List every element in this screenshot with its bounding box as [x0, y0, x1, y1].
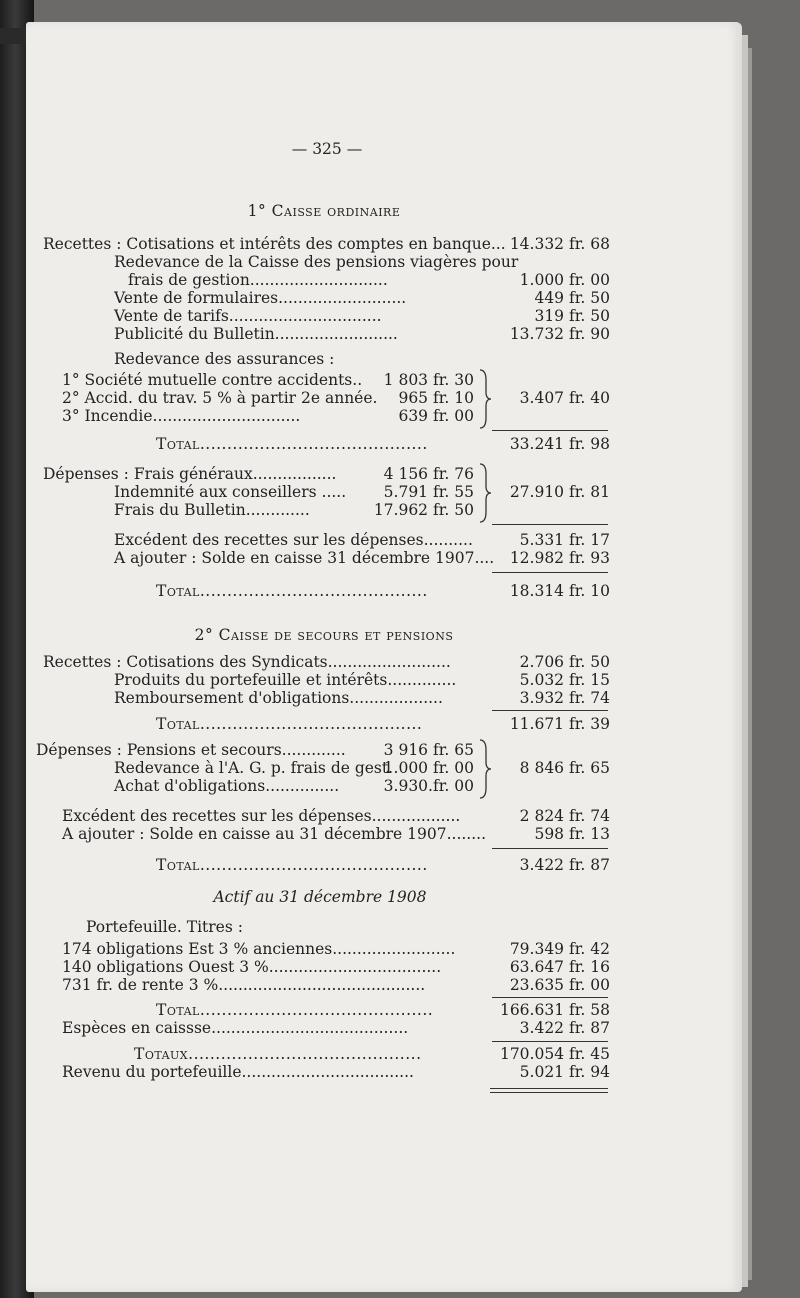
rule	[492, 572, 608, 573]
s1-dep-value: 17.962 fr. 50	[373, 501, 474, 519]
s3-especes-label: Espèces en caissse........................................	[62, 1019, 409, 1037]
s2-total-label: Total.........................................	[156, 715, 423, 733]
s1-row-value: 1.000 fr. 00	[519, 271, 610, 289]
s3-total-label: Total...........................................	[156, 1001, 434, 1019]
s1-total-label: Total..........................................	[156, 435, 428, 453]
s3-especes-value: 3.422 fr. 87	[519, 1019, 610, 1037]
s1-total2-label: Total..........................................	[156, 582, 428, 600]
section-3-title: Actif au 31 décembre 1908	[213, 888, 427, 906]
s1-assur-heading: Redevance des assurances :	[114, 350, 335, 368]
s1-exc-label: A ajouter : Solde en caisse 31 décembre 1907....	[114, 549, 495, 567]
s1-exc-value: 12.982 fr. 93	[509, 549, 610, 567]
section-1-title: 1° Caisse ordinaire	[247, 202, 401, 220]
s2-exc-label: Excédent des recettes sur les dépenses..................	[62, 807, 461, 825]
s3-total-value: 166.631 fr. 58	[499, 1001, 610, 1019]
s3-revenu-value: 5.021 fr. 94	[519, 1063, 610, 1081]
page-edge-shadow	[748, 48, 752, 1280]
s1-total2-value: 18.314 fr. 10	[509, 582, 610, 600]
s1-assur-value: 639 fr. 00	[398, 407, 474, 425]
s2-row-value: 3.932 fr. 74	[519, 689, 610, 707]
s2-dep-value: 3 916 fr. 65	[383, 741, 474, 759]
s3-row-value: 79.349 fr. 42	[509, 940, 610, 958]
rule	[490, 1092, 608, 1093]
s2-dep-total: 8 846 fr. 65	[519, 759, 610, 777]
rule	[492, 430, 608, 431]
s2-dep-value: 1.000 fr. 00	[383, 759, 474, 777]
s1-assur-total: 3.407 fr. 40	[519, 389, 610, 407]
s1-dep-label: Dépenses : Frais généraux.................	[43, 465, 337, 483]
s1-row-label: Redevance de la Caisse des pensions viagères pour	[114, 253, 519, 271]
s2-dep-label: Dépenses : Pensions et secours.............	[36, 741, 346, 759]
s1-dep-total: 27.910 fr. 81	[509, 483, 610, 501]
s3-heading: Portefeuille. Titres :	[86, 918, 243, 936]
brace-right	[478, 738, 492, 800]
s3-row-label: 140 obligations Ouest 3 %...................................	[62, 958, 442, 976]
s1-assur-label: 3° Incendie..............................	[62, 407, 301, 425]
s3-revenu-label: Revenu du portefeuille...................................	[62, 1063, 414, 1081]
s1-row-value: 449 fr. 50	[534, 289, 610, 307]
s2-total2-label: Total..........................................	[156, 856, 428, 874]
rule	[490, 1088, 608, 1089]
s2-total-value: 11.671 fr. 39	[509, 715, 610, 733]
s2-row-label: Recettes : Cotisations des Syndicats.........................	[43, 653, 451, 671]
s1-row-label: frais de gestion............................	[128, 271, 388, 289]
s1-row-value: 13.732 fr. 90	[509, 325, 610, 343]
rule	[492, 997, 608, 998]
s3-row-value: 23.635 fr. 00	[509, 976, 610, 994]
s1-assur-value: 1 803 fr. 30	[383, 371, 474, 389]
s1-exc-label: Excédent des recettes sur les dépenses..........	[114, 531, 473, 549]
s1-row-value: 14.332 fr. 68	[509, 235, 610, 253]
s1-dep-label: Frais du Bulletin.............	[114, 501, 310, 519]
s2-dep-value: 3.930.fr. 00	[383, 777, 474, 795]
s1-row-label: Recettes : Cotisations et intérêts des comptes en banque...	[43, 235, 506, 253]
page-number: — 325 —	[291, 140, 363, 158]
s3-row-label: 174 obligations Est 3 % anciennes.........................	[62, 940, 456, 958]
s1-row-label: Publicité du Bulletin.........................	[114, 325, 398, 343]
rule	[492, 524, 608, 525]
s2-row-value: 2.706 fr. 50	[519, 653, 610, 671]
s2-row-value: 5.032 fr. 15	[519, 671, 610, 689]
s1-row-value: 319 fr. 50	[534, 307, 610, 325]
rule	[492, 848, 608, 849]
s2-dep-label: Achat d'obligations...............	[114, 777, 340, 795]
s3-totaux-value: 170.054 fr. 45	[499, 1045, 610, 1063]
s3-row-label: 731 fr. de rente 3 %..........................................	[62, 976, 426, 994]
brace-right	[478, 368, 492, 430]
s2-row-label: Remboursement d'obligations...................	[114, 689, 443, 707]
s3-row-value: 63.647 fr. 16	[509, 958, 610, 976]
s1-assur-label: 2° Accid. du trav. 5 % à partir 2e année.	[62, 389, 378, 407]
s3-totaux-label: Totaux...........................................	[134, 1045, 422, 1063]
s1-assur-label: 1° Société mutuelle contre accidents..	[62, 371, 363, 389]
s1-dep-value: 4 156 fr. 76	[383, 465, 474, 483]
s1-row-label: Vente de tarifs...............................	[114, 307, 382, 325]
s1-dep-label: Indemnité aux conseillers .....	[114, 483, 347, 501]
s1-assur-value: 965 fr. 10	[398, 389, 474, 407]
s2-exc-value: 2 824 fr. 74	[519, 807, 610, 825]
s2-row-label: Produits du portefeuille et intérêts..............	[114, 671, 457, 689]
s1-total-value: 33.241 fr. 98	[509, 435, 610, 453]
rule	[492, 1041, 608, 1042]
s1-row-label: Vente de formulaires..........................	[114, 289, 407, 307]
s1-dep-value: 5.791 fr. 55	[383, 483, 474, 501]
brace-right	[478, 462, 492, 524]
section-2-title: 2° Caisse de secours et pensions	[194, 626, 454, 644]
s2-dep-label: Redevance à l'A. G. p. frais de gest.	[114, 759, 394, 777]
s2-exc-value: 598 fr. 13	[534, 825, 610, 843]
rule	[492, 710, 608, 711]
s1-exc-value: 5.331 fr. 17	[519, 531, 610, 549]
s2-exc-label: A ajouter : Solde en caisse au 31 décembre 1907........	[62, 825, 487, 843]
s2-total2-value: 3.422 fr. 87	[519, 856, 610, 874]
